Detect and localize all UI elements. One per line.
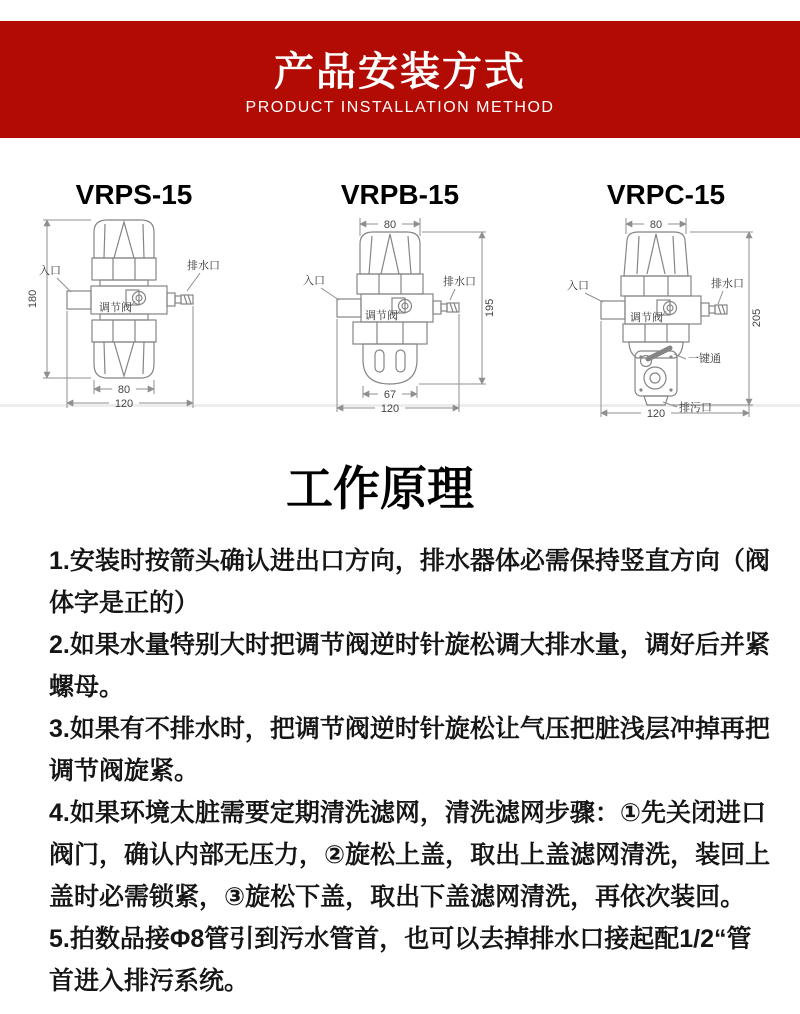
diagram-column-vrps15 (14, 180, 254, 422)
valve-label: 调节阀 (365, 310, 398, 322)
callouts (567, 276, 744, 414)
principle-line: 3.如果有不排水时，把调节阀逆时针旋松让气压把脏浅层冲掉再把 (49, 715, 770, 743)
product-diagrams-row (0, 180, 800, 422)
hex-nut-upper (92, 258, 156, 280)
principle-line: 5.拍数品接Φ8管引到污水管首，也可以去掉排水口接起配1/2“管 (49, 925, 752, 953)
cup-slot (375, 350, 384, 372)
principle-line: 2.如果水量特别大时把调节阀逆时针旋松调大排水量，调好后并紧 (49, 631, 770, 659)
principle-line: 首进入排污系统。 (49, 967, 250, 995)
working-principle-title: 工作原理 (286, 462, 474, 515)
sewage-outlet (644, 396, 668, 405)
working-principle-text (49, 540, 770, 1002)
bottom-cup (363, 344, 417, 384)
bottom-cap (94, 342, 154, 378)
drain-fitting (701, 303, 709, 316)
callouts (303, 273, 476, 322)
dim-height: 195 (484, 298, 496, 318)
inlet-label: 入口 (303, 275, 325, 287)
inlet-label: 入口 (39, 265, 61, 277)
principle-line: 盖时必需锁紧，③旋松下盖，取出下盖滤网清洗，再依次装回。 (49, 883, 746, 911)
body-outline (67, 220, 193, 378)
principle-line: 调节阀旋紧。 (49, 757, 200, 785)
drain-fitting (167, 293, 175, 306)
one-key-label: 一键通 (688, 353, 721, 365)
dim-total-width: 120 (114, 398, 134, 410)
one-key-lever (648, 348, 670, 359)
drain-label: 排水口 (443, 276, 476, 288)
header-banner (0, 21, 800, 138)
top-cap (624, 232, 688, 276)
inlet-port (67, 291, 91, 309)
valve-label: 调节阀 (630, 312, 663, 324)
dimensions (337, 232, 496, 415)
vrpc15-technical-drawing (551, 212, 781, 422)
dim-top-width: 80 (383, 219, 397, 231)
inlet-port (337, 299, 361, 317)
principle-line: 4.如果环境太脏需要定期清洗滤网，清洗滤网步骤：①先关闭进口 (49, 799, 767, 827)
model-title: VRPS-15 (75, 179, 193, 210)
principle-line: 螺母。 (49, 673, 125, 701)
dim-total-width: 120 (380, 403, 400, 415)
model-title: VRPB-15 (340, 179, 460, 210)
vrps15-technical-drawing (19, 212, 249, 417)
hex-nut-lower (623, 324, 689, 342)
body-outline (601, 232, 727, 405)
page-subtitle: PRODUCT INSTALLATION METHOD (245, 99, 555, 116)
drain-fitting (433, 301, 441, 314)
drain-label: 排水口 (187, 260, 220, 272)
top-cap (94, 220, 154, 258)
dim-body-width: 80 (117, 384, 131, 396)
dim-total-width: 120 (646, 408, 666, 420)
hex-nut-lower (353, 322, 427, 344)
inlet-label: 入口 (567, 280, 589, 292)
sewage-port-ring (644, 367, 666, 389)
cup-slot (396, 350, 405, 372)
model-title: VRPC-15 (606, 179, 726, 210)
diagram-column-vrpb15 (280, 180, 520, 422)
hex-nut-upper (621, 276, 691, 296)
vrpb15-technical-drawing (285, 212, 515, 417)
principle-line: 阀门，确认内部无压力，②旋松上盖，取出上盖滤网清洗，装回上 (49, 841, 771, 869)
valve-label: 调节阀 (99, 302, 132, 314)
drain-label: 排水口 (711, 278, 744, 290)
principle-line: 1.安装时按箭头确认进出口方向，排水器体必需保持竖直方向（阀 (49, 547, 770, 575)
dim-cup-width: 67 (383, 389, 397, 401)
diagram-column-vrpc15 (546, 180, 786, 422)
sewage-label: 排污口 (679, 402, 712, 414)
hex-nut-upper (357, 274, 423, 294)
page-title: 产品安装方式 (274, 50, 526, 94)
dim-height: 180 (27, 289, 39, 309)
dim-height: 205 (751, 308, 763, 328)
dim-top-width: 80 (649, 219, 663, 231)
hex-nut-lower (92, 320, 156, 342)
principle-line: 体字是正的） (49, 589, 200, 617)
body-outline (337, 232, 459, 384)
dimensions-top (360, 218, 420, 236)
dimensions (27, 220, 193, 410)
inlet-port (601, 301, 625, 319)
